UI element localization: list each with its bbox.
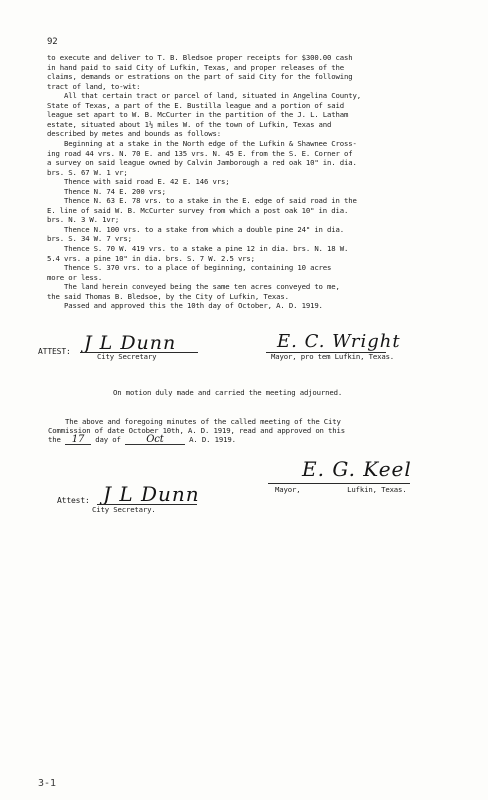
minutes-line-3: the 17 day of Oct A. D. 1919.	[48, 434, 236, 445]
document-text-line: a survey on said league owned by Calvin Jamborough a red oak 10" in. dia.	[47, 158, 357, 168]
approval-day: 17	[65, 435, 91, 445]
document-text-line: All that certain tract or parcel of land, situated in Angelina County,	[47, 91, 361, 101]
document-text-line: tract of land, to-wit:	[47, 81, 141, 91]
document-text-line: State of Texas, a part of the E. Bustilla league and a portion of said	[47, 100, 345, 110]
document-text-line: more or less.	[47, 272, 103, 282]
minutes-line-2: Commission of date October 10th, A. D. 1919, read and approved on this	[48, 426, 346, 435]
document-text-line: Thence N. 63 E. 78 vrs. to a stake in the E. edge of said road in the	[47, 196, 357, 206]
document-text-line: The land herein conveyed being the same ten acres conveyed to me,	[47, 282, 340, 292]
document-text-line: 5.4 vrs. a pine 10" in dia. brs. S. 7 W. 2.5 vrs;	[47, 253, 255, 263]
attest-label: Attest:	[57, 496, 90, 505]
signature-line	[268, 483, 410, 484]
document-text-line: league set apart to W. B. McCurter in the partition of the J. L. Latham	[47, 110, 349, 120]
document-text-line: claims, demands or estrations on the part of said City for the following	[47, 72, 353, 82]
document-text-line: Thence N. 74 E. 200 vrs;	[47, 186, 166, 196]
document-text-line: brs. S. 34 W. 7 vrs;	[47, 234, 132, 244]
document-text-line: to execute and deliver to T. B. Bledsoe proper receipts for $300.00 cash	[47, 53, 353, 62]
mayor-signature: E. G. Keel	[302, 457, 412, 481]
mayor-pro-tem-signature: E. C. Wright	[277, 331, 401, 352]
document-text-line: Beginning at a stake in the North edge of the Lufkin & Shawnee Cross-	[47, 138, 357, 148]
document-text-line: estate, situated about 1½ miles W. of the town of Lufkin, Texas and	[47, 119, 332, 129]
mayor-title: Mayor, Lufkin, Texas.	[275, 485, 407, 494]
page-footer-stamp: 3-1	[38, 778, 57, 789]
document-text-line: ing road 44 vrs. N. 70 E. and 135 vrs. N. 45 E. from the S. E. Corner of	[47, 148, 353, 158]
document-text-line: E. line of said W. B. McCurter survey from which a post oak 10" in dia.	[47, 205, 349, 215]
attest-label: ATTEST:	[38, 347, 71, 356]
approval-month: Oct	[125, 435, 185, 445]
document-text-line: described by metes and bounds as follows:	[47, 129, 221, 139]
city-secretary-signature: J L Dunn	[103, 482, 200, 506]
document-text-line: the said Thomas B. Bledsoe, by the City of Lufkin, Texas.	[47, 291, 289, 301]
city-secretary-title: City Secretary.	[92, 505, 156, 514]
page-number: 92	[47, 37, 58, 47]
document-text-line: Thence with said road E. 42 E. 146 vrs;	[47, 177, 230, 187]
mayor-pro-tem-title: Mayor, pro tem Lufkin, Texas.	[271, 352, 395, 361]
document-text-line: Thence N. 100 vrs. to a stake from which a double pine 24" in dia.	[47, 224, 345, 234]
document-text-line: Thence S. 70 W. 419 vrs. to a stake a pine 12 in dia. brs. N. 18 W.	[47, 244, 349, 253]
document-text-line: brs. N. 3 W. 1vr;	[47, 215, 120, 225]
document-text-line: Thence S. 370 vrs. to a place of beginning, containing 10 acres	[47, 263, 332, 273]
document-text-line: in hand paid to said City of Lufkin, Texas, and proper releases of the	[47, 62, 345, 72]
city-secretary-signature: J L Dunn	[84, 332, 177, 354]
document-text-line: Passed and approved this the 10th day of October, A. D. 1919.	[47, 301, 323, 311]
adjournment-line: On motion duly made and carried the meeting adjourned.	[113, 388, 343, 397]
document-text-line: brs. S. 67 W. 1 vr;	[47, 167, 128, 177]
city-secretary-title: City Secretary	[97, 352, 157, 361]
minutes-line-1: The above and foregoing minutes of the called meeting of the City	[48, 417, 341, 426]
